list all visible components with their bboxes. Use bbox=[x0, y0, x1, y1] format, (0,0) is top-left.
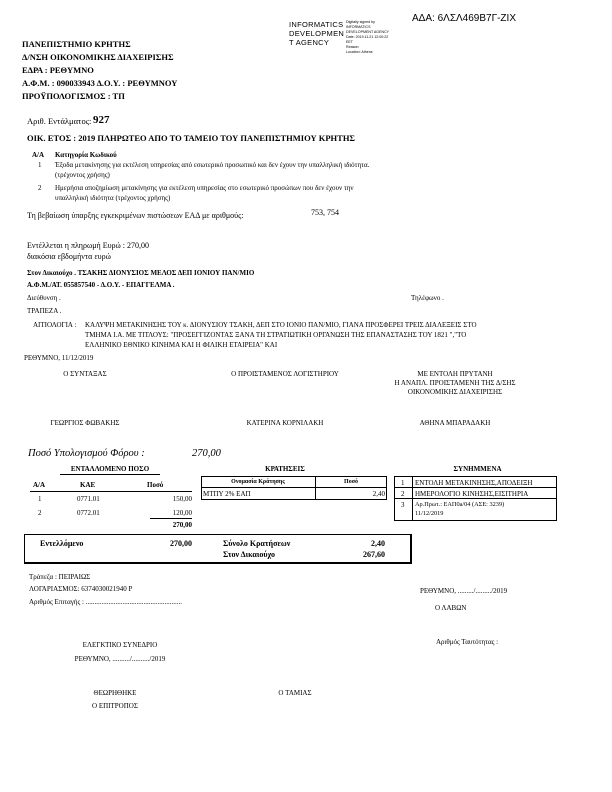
university-name: ΠΑΝΕΠΙΣΤΗΜΙΟ ΚΡΗΤΗΣ bbox=[22, 39, 131, 49]
warrant-cell-kae: 0772.01 bbox=[77, 509, 100, 517]
rector-order-name: ΑΘΗΝΑ ΜΠΑΡΑΔΑΚΗ bbox=[419, 419, 491, 427]
tax-info: Α.Φ.Μ. : 090033943 Δ.Ο.Υ. : ΡΕΘΥΜΝΟΥ bbox=[22, 78, 178, 88]
payment-amount-line: Εντέλλεται η πληρωμή Ευρώ : 270,00 bbox=[27, 241, 150, 250]
warrant-header-amount: Ποσό bbox=[147, 481, 164, 489]
stamp-small-line: Reason: bbox=[346, 45, 360, 49]
summary-deductions-value: 2,40 bbox=[371, 539, 385, 548]
summary-deductions-label: Σύνολο Κρατήσεων bbox=[223, 539, 291, 548]
attachment-no: 3 bbox=[401, 501, 405, 509]
rector-order-title: Η ΑΝΑΠΛ. ΠΡΟΙΣΤΑΜΕΝΗ ΤΗΣ Δ/ΣΗΣ bbox=[394, 379, 516, 387]
id-number-label: Αριθμός Ταυτότητας : bbox=[436, 638, 499, 646]
category-text: (τρέχοντος χρήσης) bbox=[55, 171, 110, 179]
payee-tax-line: Α.Φ.Μ./ΑΤ. 055857540 - Δ.Ο.Υ. - ΕΠΑΓΓΕΛΜΑ . bbox=[27, 281, 175, 289]
stamp-small-line: Date: 2019.11.21 12:00:22 bbox=[346, 35, 389, 39]
attachment-text: ΗΜΕΡΟΛΟΓΙΟ ΚΙΝΗΣΗΣ,ΕΙΣΙΤΗΡΙΑ bbox=[415, 490, 529, 498]
footer-check-number: Αριθμός Επιταγής : ....................................................... bbox=[29, 598, 182, 606]
warrant-total-rule bbox=[150, 518, 192, 519]
attachment-no: 1 bbox=[401, 479, 405, 487]
stamp-small-line: EET bbox=[346, 40, 353, 44]
rector-order-title: ΟΙΚΟΝΟΜΙΚΗΣ ΔΙΑΧΕΙΡΙΣΗΣ bbox=[407, 388, 503, 396]
audit-court-title: ΕΛΕΓΚΤΙΚΟ ΣΥΝΕΔΡΙΟ bbox=[82, 641, 158, 649]
stamp-small-line: Location: Athens bbox=[346, 50, 373, 54]
category-text: Έξοδα μετακίνησης για εκτέλεση υπηρεσίας από εσωτερικό προσωπικό και δεν έχουν την υπαλληλική ιδιότητα. bbox=[55, 161, 370, 169]
summary-ordered-value: 270,00 bbox=[170, 539, 192, 548]
category-header-name: Κατηγορία Κωδικού bbox=[55, 151, 117, 159]
category-no: 1 bbox=[38, 161, 42, 169]
payee-name: Στον Δικαιούχο . ΤΣΑΚΗΣ ΔΙΟΝΥΣΙΟΣ ΜΕΛΟΣ ΔΕΠ ΙΟΝΙΟΥ ΠΑΝ/ΜΙΟ bbox=[27, 269, 255, 277]
warrant-cell-kae: 0771.01 bbox=[77, 495, 100, 503]
issue-date: ΡΕΘΥΜΝΟ, 11/12/2019 bbox=[24, 354, 94, 362]
deduction-name: ΜΤΠΥ 2% ΕΑΠ bbox=[203, 490, 251, 498]
certification-label: Τη βεβαίωση ύπαρξης εγκεκριμένων πιστώσεων ΕΑΔ με αριθμούς: bbox=[27, 211, 244, 220]
warrant-table-title: ΕΝΤΑΛΛΟΜΕΝΟ ΠΟΣΟ bbox=[70, 465, 150, 473]
accounting-head-name: ΚΑΤΕΡΙΝΑ ΚΟΡΝΙΛΑΚΗ bbox=[246, 419, 324, 427]
deductions-header-rule bbox=[201, 487, 387, 488]
warrant-cell-amount: 150,00 bbox=[172, 495, 192, 503]
warrant-cell-aa: 1 bbox=[38, 495, 42, 503]
accounting-head-title: Ο ΠΡΟΙΣΤΑΜΕΝΟΣ ΛΟΓΙΣΤΗΡΙΟΥ bbox=[231, 370, 339, 378]
composer-title: Ο ΣΥΝΤΑΞΑΣ bbox=[63, 370, 107, 378]
category-no: 2 bbox=[38, 184, 42, 192]
deduction-amount: 2,40 bbox=[372, 490, 385, 498]
stamp-small-line: Digitally signed by bbox=[346, 20, 375, 24]
stamp-small-line: INFORMATICS bbox=[346, 25, 371, 29]
ada-number: ΑΔΑ: 6ΛΣΛ469Β7Γ-ΖΙΧ bbox=[412, 13, 516, 24]
receiver-title: Ο ΛΑΒΩΝ bbox=[435, 604, 467, 612]
footer-bank: Τράπεζα : ΠΕΙΡΑΙΩΣ bbox=[29, 573, 91, 581]
deductions-title: ΚΡΑΤΗΣΕΙΣ bbox=[265, 465, 305, 473]
summary-ordered-label: Εντελλόμενο bbox=[40, 539, 84, 548]
stamp-title-line: INFORMATICS bbox=[289, 20, 344, 29]
fiscal-year-line: ΟΙΚ. ΕΤΟΣ : 2019 ΠΛΗΡΩΤΕΟ ΑΠΟ ΤΟ ΤΑΜΕΙΟ ΤΟΥ ΠΑΝΕΠΙΣΤΗΜΙΟΥ ΚΡΗΤΗΣ bbox=[27, 133, 355, 143]
warrant-header-kae: ΚΑΕ bbox=[80, 481, 96, 489]
attachment-date: 11/12/2019 bbox=[415, 510, 444, 517]
approved-label: ΘΕΩΡΗΘΗΚΕ bbox=[93, 689, 137, 697]
category-header-aa: Α/Α bbox=[32, 151, 45, 159]
order-number-value: 927 bbox=[93, 114, 110, 126]
justification-line: ΤΜΗΜΑ Ι.Α. ΜΕ ΤΙΤΛΟΥΣ: "ΠΡΟΣΕΓΓΙΖΟΝΤΑΣ ΞΑΝΑ ΤΗ ΣΤΡΑΤΙΩΤΙΚΗ ΟΡΓΑΝΩΣΗ ΤΗΣ ΕΠΑΝΑΣΤΑΣΗΣ ΤΟΥ 1821 ","ΤΟ bbox=[85, 331, 467, 339]
summary-payee-label: Στον Δικαιούχο bbox=[223, 550, 275, 559]
footer-account: ΛΟΓΑΡΙΑΣΜΟΣ: 6374030021940 P bbox=[29, 585, 133, 593]
stamp-small-line: DEVELOPMENT AGENCY bbox=[346, 30, 390, 34]
justification-line: ΚΑΛΥΨΗ ΜΕΤΑΚΙΝΗΣΗΣ ΤΟΥ κ. ΔΙΟΝΥΣΙΟΥ ΤΣΑΚΗ, ΔΕΠ ΣΤΟ ΙΟΝΙΟ ΠΑΝ/ΜΙΟ, ΓΙΑΝΑ ΠΡΟΣΦΕΡΕΙ ΤΡΕΙΣ ΔΙΑΛΕΞΕΙΣ ΣΤΟ bbox=[85, 321, 477, 329]
category-text: Ημερήσια αποζημίωση μετακίνησης για εκτέλεση υπηρεσίας στο εσωτερικό προσώπων που δεν έχουν την bbox=[55, 184, 354, 192]
audit-court-date: ΡΕΘΥΜΝΟ, ........../........../2019 bbox=[74, 655, 166, 663]
payment-amount-words: διακόσια εβδομήντα ευρώ bbox=[27, 252, 111, 261]
payee-address-label: Διεύθυνση . bbox=[27, 294, 61, 302]
warrant-header-rule bbox=[30, 491, 192, 492]
warrant-table-title-rule bbox=[60, 474, 160, 475]
justification-label: ΑΙΤΙΟΛΟΓΙΑ : bbox=[33, 321, 77, 329]
stamp-title-line: T AGENCY bbox=[289, 38, 330, 47]
tax-calc-label: Ποσό Υπολογισμού Φόρου : bbox=[28, 448, 145, 459]
deductions-header-amount: Ποσό bbox=[344, 479, 358, 485]
certification-value: 753, 754 bbox=[311, 208, 339, 217]
rector-order-title: ΜΕ ΕΝΤΟΛΗ ΠΡΥΤΑΝΗ bbox=[417, 370, 493, 378]
deductions-header-name: Ονομασία Κράτησης bbox=[231, 479, 285, 485]
warrant-cell-aa: 2 bbox=[38, 509, 42, 517]
attachment-text: Αρ.Πρωτ.: ΕΑΠ0a/04 (ΑΣΕ: 3239) bbox=[415, 501, 505, 508]
warrant-total: 270,00 bbox=[172, 521, 192, 529]
category-text: υπαλληλική ιδιότητα (τρέχοντος χρήσης) bbox=[55, 194, 171, 202]
payee-bank-label: ΤΡΑΠΕΖΑ . bbox=[27, 307, 62, 315]
summary-payee-value: 267,60 bbox=[363, 550, 385, 559]
attachments-title: ΣΥΝΗΜΜΕΝΑ bbox=[453, 465, 502, 473]
receipt-date: ΡΕΘΥΜΝΟ, ........./........./2019 bbox=[420, 587, 508, 595]
attachment-no: 2 bbox=[401, 490, 405, 498]
directorate-name: Δ/ΝΣΗ ΟΙΚΟΝΟΜΙΚΗΣ ΔΙΑΧΕΙΡΙΣΗΣ bbox=[22, 52, 174, 62]
stamp-title-line: DEVELOPMEN bbox=[289, 29, 345, 38]
attachments-row-rule bbox=[394, 498, 557, 499]
budget: ΠΡΟΫΠΟΛΟΓΙΣΜΟΣ : ΤΠ bbox=[22, 91, 125, 101]
attachment-text: ΕΝΤΟΛΗ ΜΕΤΑΚΙΝΗΣΗΣ,ΑΠΟΔΕΙΞΗ bbox=[415, 479, 533, 487]
payee-phone-label: Τηλέφωνο . bbox=[411, 294, 444, 302]
seat: ΕΔΡΑ : ΡΕΘΥΜΝΟ bbox=[22, 65, 94, 75]
cashier-title: Ο ΤΑΜΙΑΣ bbox=[278, 689, 312, 697]
tax-calc-value: 270,00 bbox=[192, 448, 221, 459]
commissioner-title: Ο ΕΠΙΤΡΟΠΟΣ bbox=[92, 702, 138, 710]
justification-line: ΕΛΛΗΝΙΚΟ ΕΘΝΙΚΟ ΚΙΝΗΜΑ ΚΑΙ Η ΦΙΛΙΚΗ ΕΤΑΙΡΕΙΑ" ΚΑΙ bbox=[85, 341, 278, 349]
warrant-cell-amount: 120,00 bbox=[172, 509, 192, 517]
warrant-header-aa: Α/Α bbox=[33, 481, 46, 489]
attachments-row-rule bbox=[394, 487, 557, 488]
composer-name: ΓΕΩΡΓΙΟΣ ΦΩΒΑΚΗΣ bbox=[50, 419, 120, 427]
order-number-label: Αριθ. Εντάλματος: bbox=[27, 116, 92, 126]
